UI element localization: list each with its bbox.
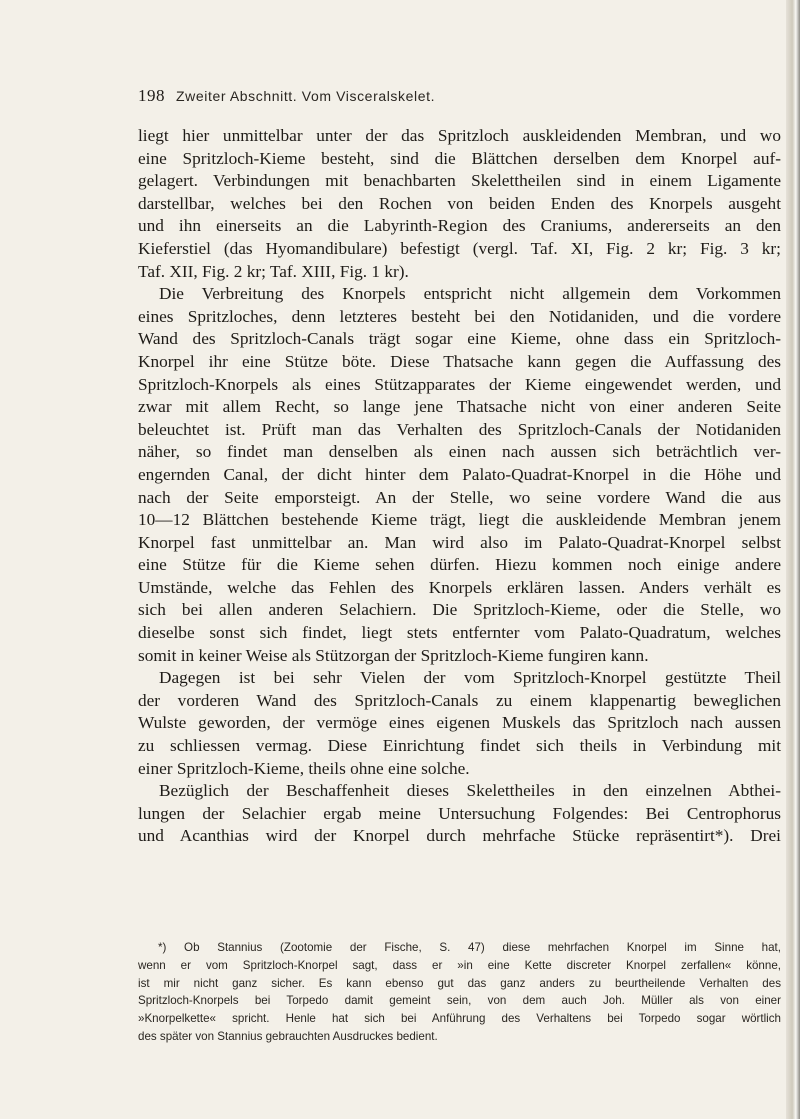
text-line: nach der Seite emporsteigt. An der Stelle, wo seine vordere Wand die aus [138,487,781,507]
text-line: der vorderen Wand des Spritzloch-Canals zu einem klappenartig beweglichen [138,690,781,710]
text-line: dieselbe sonst sich findet, liegt stets entfernter vom Palato-Quadratum, welches [138,623,781,643]
text-line: liegt hier unmittelbar unter der das Spritzloch auskleidenden Membran, und wo [138,126,781,145]
text-line: näher, so findet man denselben als einen nach aussen sich beträchtlich ver- [138,442,781,462]
footnote-line: *) Ob Stannius (Zootomie der Fische, S. 47) diese mehrfachen Knorpel im Sinne hat, [158,941,781,954]
footnote-line: ist mir nicht ganz sicher. Es kann ebenso gut das ganz anders zu beurtheilende Verhalten des [138,976,781,990]
text-line: zu schliessen vermag. Diese Einrichtung findet sich theils in Verbindung mit [138,736,781,756]
text-line: Wand des Spritzloch-Canals trägt sogar eine Kieme, ohne dass ein Spritzloch- [138,329,781,349]
text-line: Knorpel ihr eine Stütze böte. Diese Thatsache kann gegen die Auffassung des [138,351,781,371]
page-header [138,86,778,110]
text-line: Spritzloch-Knorpels als eines Stützapparates der Kieme eingewendet werden, und [138,374,781,394]
text-line: und Acanthias wird der Knorpel durch mehrfache Stücke repräsentirt*). Drei [138,826,781,846]
text-line: eine Spritzloch-Kieme besteht, sind die Blättchen derselben dem Knorpel auf- [138,148,781,168]
text-line: Umstände, welche das Fehlen des Knorpels erklären lassen. Anders verhält es [138,577,781,597]
text-line: darstellbar, welches bei den Rochen von beiden Enden des Knorpels ausgeht [138,193,781,213]
text-line: sich bei allen anderen Selachiern. Die Spritzloch-Kieme, oder die Stelle, wo [138,600,781,620]
text-line: Wulste geworden, der vermöge eines eigenen Muskels das Spritzloch nach aussen [138,713,781,733]
text-line: beleuchtet ist. Prüft man das Verhalten des Spritzloch-Canals der Notidaniden [138,419,781,439]
footnote-line: »Knorpelkette« spricht. Henle hat sich bei Anführung des Verhaltens bei Torpedo sogar wörtlich [138,1012,781,1026]
body-text [138,125,781,848]
text-line: engernden Canal, der dicht hinter dem Palato-Quadrat-Knorpel in die Höhe und [138,464,781,484]
footnote-line: wenn er vom Spritzloch-Knorpel sagt, dass er »in eine Kette discreter Knorpel zerfallen« könne, [138,958,781,972]
footnote [138,939,781,1046]
text-line: zwar mit allem Recht, so lange jene Thatsache nicht von einer anderen Seite [138,397,781,417]
text-line: Die Verbreitung des Knorpels entspricht nicht allgemein dem Vorkommen [159,284,781,304]
text-line: und ihn einerseits an die Labyrinth-Region des Craniums, andererseits an den [138,216,781,236]
text-line: eines Spritzloches, denn letzteres besteht bei den Notidaniden, und die vordere [138,306,781,326]
page-number: 198 [138,86,165,105]
running-head: Zweiter Abschnitt. Vom Visceralskelet. [176,88,436,104]
page-edge [786,0,800,1119]
footnote-line: Spritzloch-Knorpels bei Torpedo damit gemeint sein, von dem auch Joh. Müller als von einer [138,994,781,1008]
text-line: einer Spritzloch-Kieme, theils ohne eine solche. [138,758,470,778]
text-line: eine Stütze für die Kieme sehen dürfen. Hiezu kommen noch einige andere [138,555,781,575]
text-line: lungen der Selachier ergab meine Untersuchung Folgendes: Bei Centrophorus [138,803,781,823]
text-line: Knorpel fast unmittelbar an. Man wird also im Palato-Quadrat-Knorpel selbst [138,532,781,552]
text-line: Dagegen ist bei sehr Vielen der vom Spritzloch-Knorpel gestützte Theil [159,668,781,688]
text-line: gelagert. Verbindungen mit benachbarten Skelettheilen sind in einem Ligamente [138,171,781,191]
footnote-line: des später von Stannius gebrauchten Ausdruckes bedient. [138,1029,438,1043]
text-line: Kieferstiel (das Hyomandibulare) befestigt (vergl. Taf. XI, Fig. 2 kr; Fig. 3 kr; [138,238,781,258]
text-line: 10—12 Blättchen bestehende Kieme trägt, liegt die auskleidende Membran jenem [138,510,781,530]
text-line: Bezüglich der Beschaffenheit dieses Skelettheiles in den einzelnen Abthei- [159,781,781,801]
text-line: Taf. XII, Fig. 2 kr; Taf. XIII, Fig. 1 kr). [138,261,409,281]
text-line: somit in keiner Weise als Stützorgan der Spritzloch-Kieme fungiren kann. [138,645,649,665]
